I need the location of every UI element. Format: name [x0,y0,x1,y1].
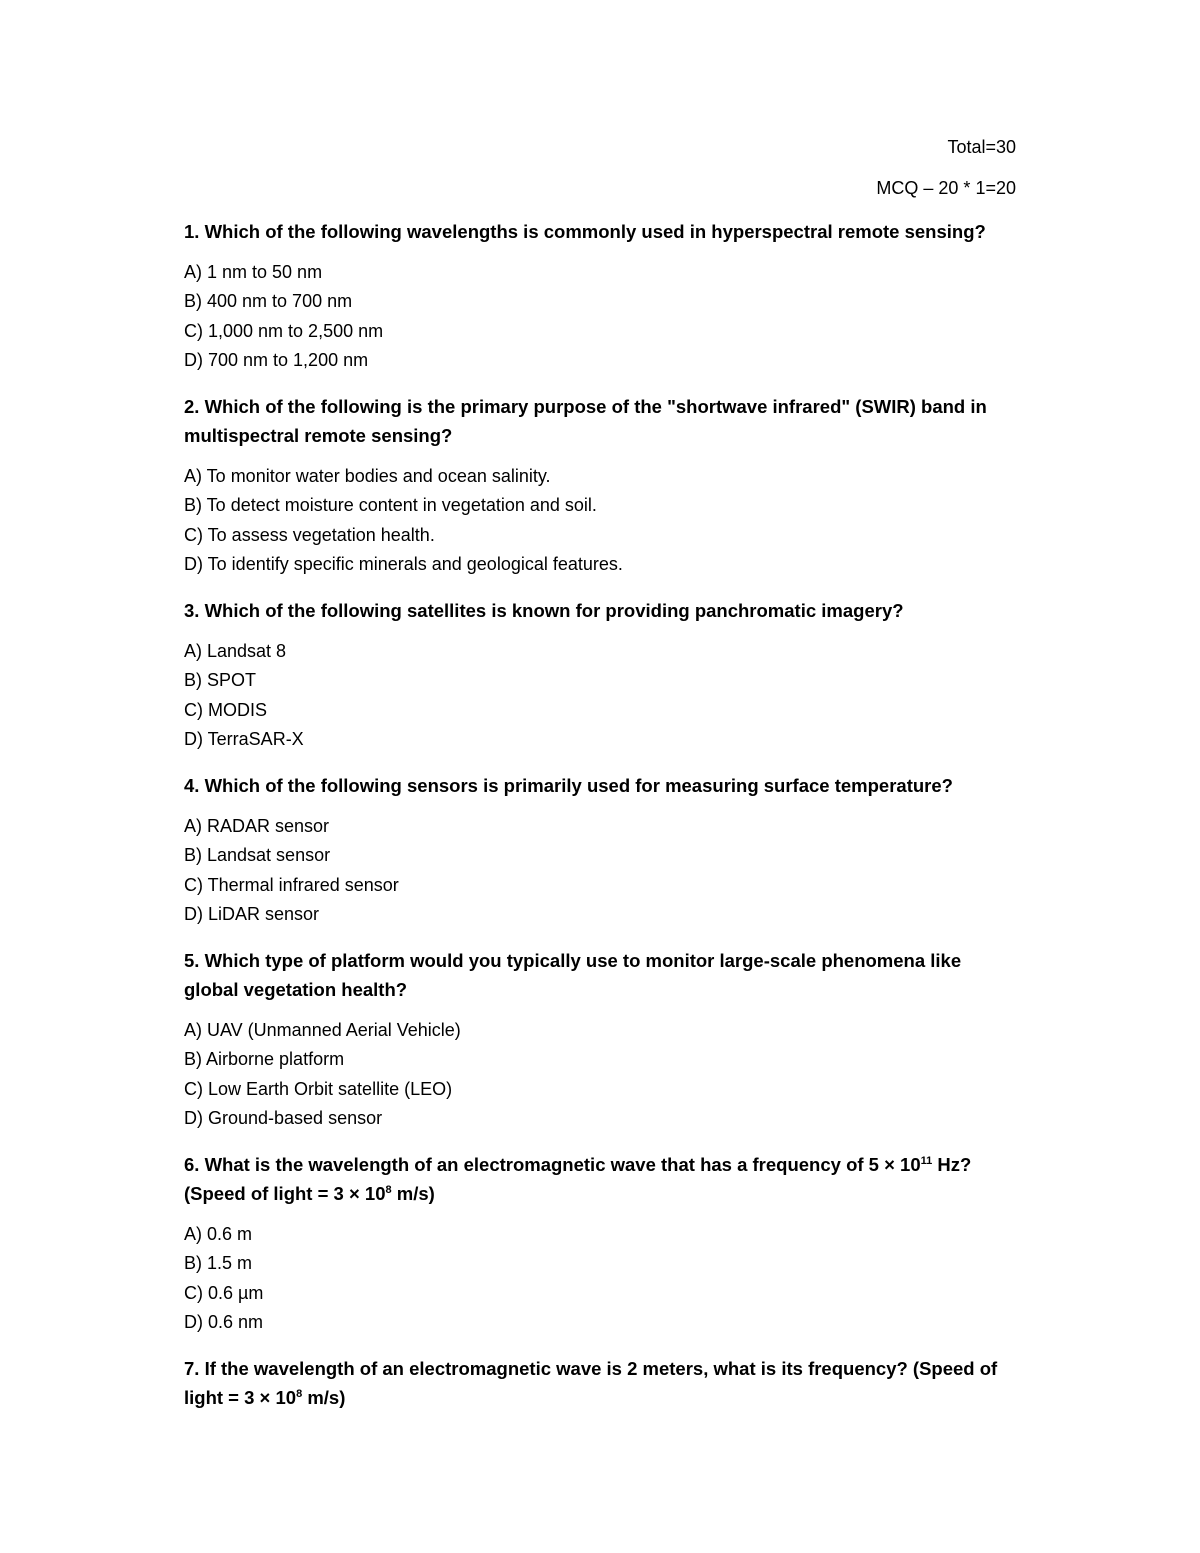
question-5 [184,946,1020,1133]
option-c: C) 1,000 nm to 2,500 nm [184,320,384,341]
option-b: B) SPOT [184,670,257,691]
option-list [184,258,1020,375]
question-3 [184,596,1020,754]
option-d: D) LiDAR sensor [184,903,320,924]
option-list [184,1016,1020,1133]
option-d: D) TerraSAR-X [184,728,304,749]
exponent: 8 [385,1184,392,1196]
option-b: B) To detect moisture content in vegetation and soil. [184,495,597,516]
option-a: A) UAV (Unmanned Aerial Vehicle) [184,1020,461,1040]
option-list [184,462,1020,579]
option-c: C) Thermal infrared sensor [184,874,399,895]
option-c: C) To assess vegetation health. [184,524,435,545]
question-text: 7. If the wavelength of an electromagnetic wave is 2 meters, what is its frequency? (Speed of light = $3 \times 10^8$ m/s) [184,1358,998,1408]
exam-page [184,0,1020,1553]
option-b: B) 1.5 m [184,1253,253,1274]
option-a: A) 0.6 m [184,1224,253,1244]
option-d: D) Ground-based sensor [184,1107,383,1128]
question-text: 6. What is the wavelength of an electromagnetic wave that has a frequency of $5 \times 10^{11}$ Hz? (Speed of light = $3 \times 10^8$ m/s) [184,1154,972,1204]
option-a: A) RADAR sensor [184,816,330,836]
option-a: A) To monitor water bodies and ocean salinity. [184,466,551,486]
option-a: A) 1 nm to 50 nm [184,262,323,282]
option-list [184,812,1020,929]
mcq-marks: MCQ – 20 * 1=20 [876,178,1016,198]
question-text: 5. Which type of platform would you typically use to monitor large-scale phenomena like global vegetation health? [184,950,962,1000]
option-a: A) Landsat 8 [184,641,287,661]
question-text: 2. Which of the following is the primary purpose of the "shortwave infrared" (SWIR) band in multispectral remote sensing? [184,396,987,446]
exponent: 11 [920,1155,933,1167]
option-list [184,637,1020,754]
question-2 [184,392,1020,579]
question-4 [184,771,1020,929]
question-text: 1. Which of the following wavelengths is commonly used in hyperspectral remote sensing? [184,221,986,242]
question-7 [184,1354,1020,1412]
option-list [184,1220,1020,1337]
option-c: C) 0.6 µm [184,1282,264,1303]
question-6 [184,1150,1020,1337]
option-d: D) 700 nm to 1,200 nm [184,349,369,370]
option-d: D) 0.6 nm [184,1311,264,1332]
option-c: C) MODIS [184,699,267,720]
question-text: 3. Which of the following satellites is known for providing panchromatic imagery? [184,600,904,621]
option-b: B) Airborne platform [184,1049,345,1070]
option-c: C) Low Earth Orbit satellite (LEO) [184,1078,453,1099]
question-text: 4. Which of the following sensors is primarily used for measuring surface temperature? [184,775,953,796]
option-b: B) Landsat sensor [184,845,331,866]
question-1 [184,217,1020,375]
exponent: 8 [296,1388,303,1400]
total-marks: Total=30 [947,137,1016,157]
option-b: B) 400 nm to 700 nm [184,291,353,312]
option-d: D) To identify specific minerals and geological features. [184,553,623,574]
